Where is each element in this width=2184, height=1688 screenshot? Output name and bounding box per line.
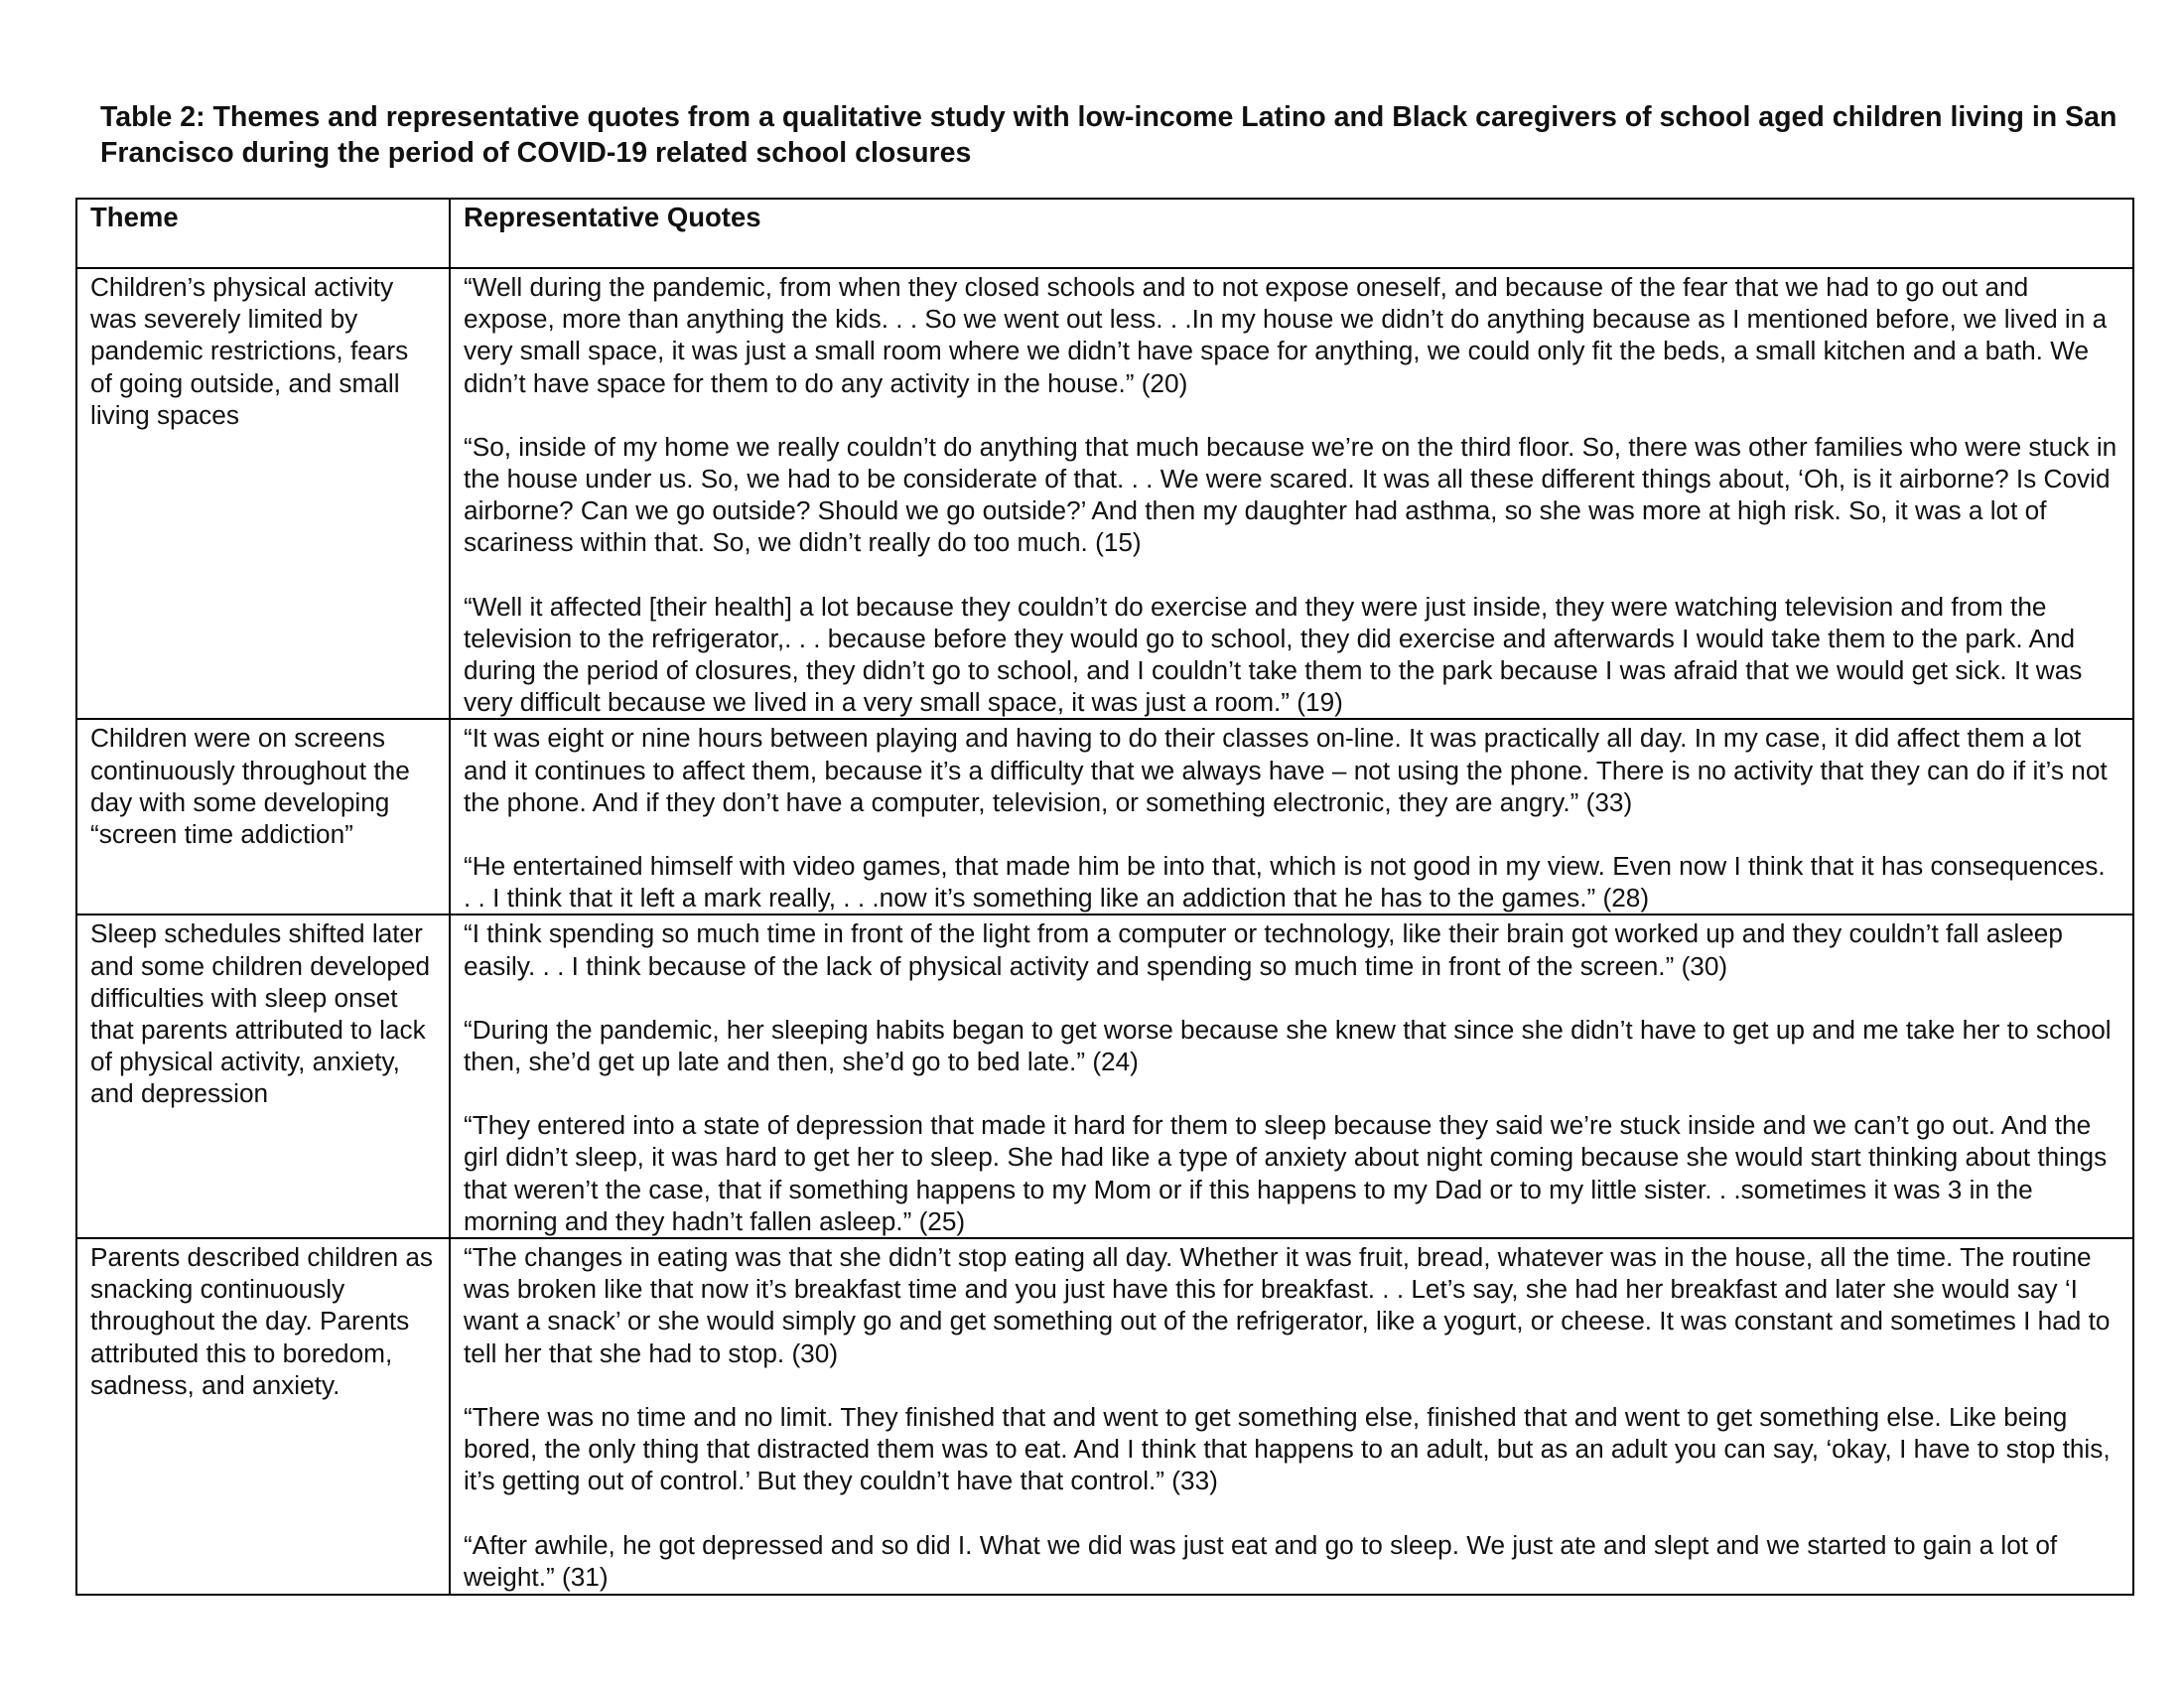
themes-quotes-table: [75, 198, 2134, 1596]
table-row: [76, 914, 2133, 1238]
theme-text: Children were on screens continuously throughout the day with some developing “screen time addiction”: [90, 723, 410, 850]
column-header-theme: Theme: [76, 199, 450, 268]
theme-cell: [76, 1238, 450, 1595]
theme-text: Children’s physical activity was severely limited by pandemic restrictions, fears of going outside, and small living spaces: [90, 272, 409, 430]
quote: “Well it affected [their health] a lot because they couldn’t do exercise and they were just inside, they were watching television and from the television to the refrigerator,. . . because before they would go to school, they did exercise and afterwards I would take them to the park. And during the period of closures, they didn’t go to school, and I couldn’t take them to the park because I was afraid that we would get sick. It was very difficult because we lived in a very small space, it was just a room.” (19): [464, 591, 2083, 718]
quote: “There was no time and no limit. They finished that and went to get something else, finished that and went to get something else. Like being bored, the only thing that distracted them was to eat. And I think that happens to an adult, but as an adult you can say, ‘okay, I have to stop this, it’s getting out of control.’ But they couldn’t have that control.” (33): [464, 1401, 2111, 1496]
theme-cell: [76, 268, 450, 719]
theme-text: Parents described children as snacking continuously throughout the day. Parents attributed this to boredom, sadness, and anxiety.: [90, 1242, 433, 1400]
table-row: [76, 1238, 2133, 1595]
quote: “So, inside of my home we really couldn’t do anything that much because we’re on the third floor. So, there was other families who were stuck in the house under us. So, we had to be considerate of that. . . We were scared. It was all these different things about, ‘Oh, is it airborne? Is Covid airborne? Can we go outside? Should we go outside?’ And then my daughter had asthma, so she was more at high risk. So, it was a lot of scariness within that. So, we didn’t really do too much. (15): [464, 431, 2117, 558]
theme-text: Sleep schedules shifted later and some children developed difficulties with sleep onset that parents attributed to lack of physical activity, anxiety, and depression: [90, 918, 431, 1109]
table-header-row: [76, 199, 2133, 268]
quotes-cell: [450, 914, 2133, 1238]
quote: “After awhile, he got depressed and so did I. What we did was just eat and go to sleep. We just ate and slept and we started to gain a lot of weight.” (31): [464, 1529, 2058, 1592]
column-header-quotes: Representative Quotes: [450, 199, 2133, 268]
theme-cell: [76, 719, 450, 914]
quote: “They entered into a state of depression that made it hard for them to sleep because they said we’re stuck inside and we can’t go out. And the girl didn’t sleep, it was hard to get her to sleep. She had like a type of anxiety about night coming because she would start thinking about things that weren’t the case, that if something happens to my Mom or if this happens to my Dad or to my little sister. . .sometimes it was 3 in the morning and they hadn’t fallen asleep.” (25): [464, 1110, 2108, 1236]
quote: “He entertained himself with video games, that made him be into that, which is not good in my view. Even now I think that it has consequences. . . I think that it left a mark really, . . .now it’s something like an addiction that he has to the games.” (28): [464, 851, 2106, 914]
theme-cell: [76, 914, 450, 1238]
quote: “The changes in eating was that she didn’t stop eating all day. Whether it was fruit, bread, whatever was in the house, all the time. The routine was broken like that now it’s breakfast time and you just have this for breakfast. . . Let’s say, she had her breakfast and later she would say ‘I want a snack’ or she would simply go and get something out of the refrigerator, like a yogurt, or cheese. It was constant and sometimes I had to tell her that she had to stop. (30): [464, 1242, 2111, 1368]
quotes-cell: [450, 1238, 2133, 1595]
quote: “It was eight or nine hours between playing and having to do their classes on-line. It was practically all day. In my case, it did affect them a lot and it continues to affect them, because it’s a difficulty that we always have – not using the phone. There is no activity that they can do if it’s not the phone. And if they don’t have a computer, television, or something electronic, they are angry.” (33): [464, 723, 2108, 817]
quote: “During the pandemic, her sleeping habits began to get worse because she knew that since she didn’t have to get up and me take her to school then, she’d get up late and then, she’d go to bed late.” (24): [464, 1014, 2112, 1077]
quotes-cell: [450, 719, 2133, 914]
table-row: [76, 719, 2133, 914]
quotes-cell: [450, 268, 2133, 719]
quote: “I think spending so much time in front of the light from a computer or technology, like their brain got worked up and they couldn’t fall asleep easily. . . I think because of the lack of physical activity and spending so much time in front of the screen.” (30): [464, 918, 2063, 981]
table-title: Table 2: Themes and representative quotes from a qualitative study with low-income Latino and Black caregivers of school aged children living in San Francisco during the period of COVID-19 related school closures: [100, 101, 2117, 169]
quote: “Well during the pandemic, from when they closed schools and to not expose oneself, and because of the fear that we had to go out and expose, more than anything the kids. . . So we went out less. . .In my house we didn’t do anything because as I mentioned before, we lived in a very small space, it was just a small room where we didn’t have space for anything, we could only fit the beds, a small kitchen and a bath. We didn’t have space for them to do any activity in the house.” (20): [464, 272, 2108, 398]
table-row: [76, 268, 2133, 719]
